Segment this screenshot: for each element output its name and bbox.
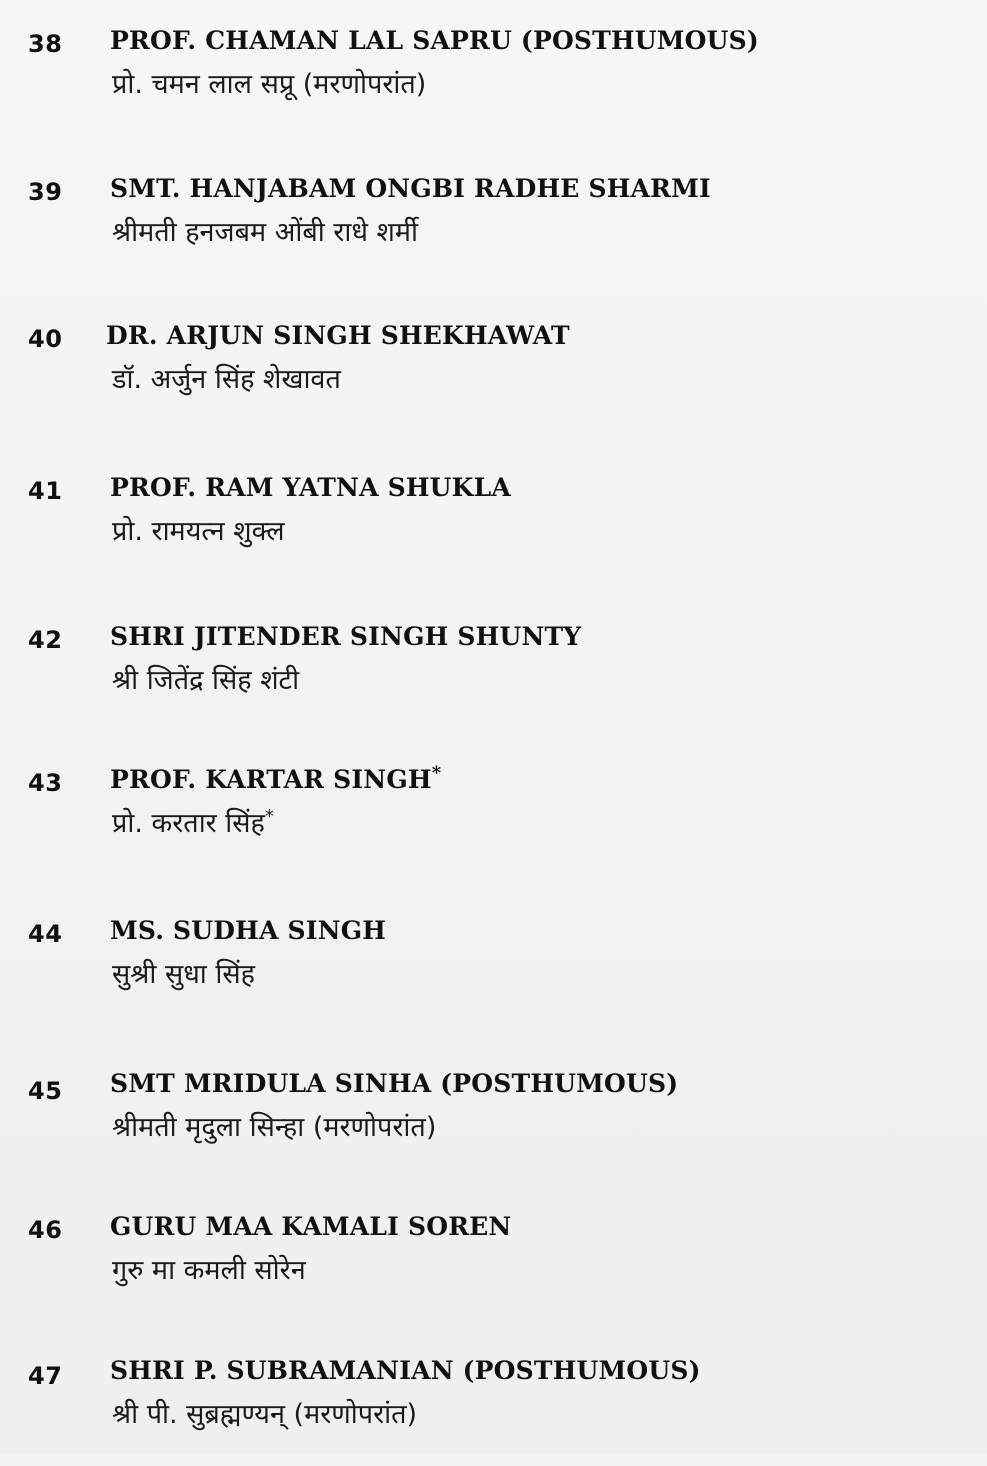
entry-number: 43 <box>28 769 63 797</box>
name-hindi: श्रीमती हनजबम ओंबी राधे शर्मी <box>112 217 419 248</box>
name-english: PROF. RAM YATNA SHUKLA <box>110 473 511 502</box>
list-item <box>0 1069 987 1179</box>
list-item <box>0 174 987 284</box>
list-item <box>0 916 987 1026</box>
name-hindi: श्रीमती मृदुला सिन्हा (मरणोपरांत) <box>112 1112 437 1143</box>
list-item <box>0 762 987 875</box>
name-english: DR. ARJUN SINGH SHEKHAWAT <box>106 321 570 350</box>
name-hindi: सुश्री सुधा सिंह <box>112 959 255 990</box>
name-english: SHRI P. SUBRAMANIAN (POSTHUMOUS) <box>110 1356 701 1385</box>
name-english-text: PROF. KARTAR SINGH <box>110 765 432 794</box>
name-english: MS. SUDHA SINGH <box>110 916 387 945</box>
list-item <box>0 473 987 583</box>
name-hindi: श्री जितेंद्र सिंह शंटी <box>112 665 300 696</box>
name-hindi: गुरु मा कमली सोरेन <box>112 1255 306 1286</box>
entry-number: 45 <box>28 1077 63 1105</box>
name-hindi <box>112 803 274 840</box>
name-hindi: डॉ. अर्जुन सिंह शेखावत <box>112 364 341 395</box>
entry-number: 39 <box>28 178 63 206</box>
entry-number: 38 <box>28 30 63 58</box>
list-item <box>0 622 987 732</box>
name-hindi: प्रो. चमन लाल सप्रू (मरणोपरांत) <box>112 69 427 100</box>
name-english: SMT MRIDULA SINHA (POSTHUMOUS) <box>110 1069 679 1098</box>
asterisk-mark: * <box>431 762 442 784</box>
name-english: GURU MAA KAMALI SOREN <box>110 1212 512 1241</box>
entry-number: 41 <box>28 477 63 505</box>
asterisk-mark: * <box>264 806 274 827</box>
list-item <box>0 321 987 431</box>
entry-number: 44 <box>28 920 63 948</box>
name-english: SHRI JITENDER SINGH SHUNTY <box>110 622 582 651</box>
entry-number: 46 <box>28 1216 63 1244</box>
entry-number: 42 <box>28 626 63 654</box>
list-item <box>0 1356 987 1466</box>
name-hindi: प्रो. रामयत्न शुक्ल <box>112 516 285 547</box>
list-item <box>0 1212 987 1322</box>
name-hindi-text: प्रो. करतार सिंह <box>112 808 265 839</box>
name-english: PROF. CHAMAN LAL SAPRU (POSTHUMOUS) <box>110 26 759 55</box>
list-item <box>0 26 987 136</box>
entry-number: 47 <box>28 1362 63 1390</box>
name-english: SMT. HANJABAM ONGBI RADHE SHARMI <box>110 174 711 203</box>
name-english <box>110 762 442 794</box>
entry-number: 40 <box>28 325 63 353</box>
name-hindi: श्री पी. सुब्रह्मण्यन् (मरणोपरांत) <box>112 1399 418 1430</box>
